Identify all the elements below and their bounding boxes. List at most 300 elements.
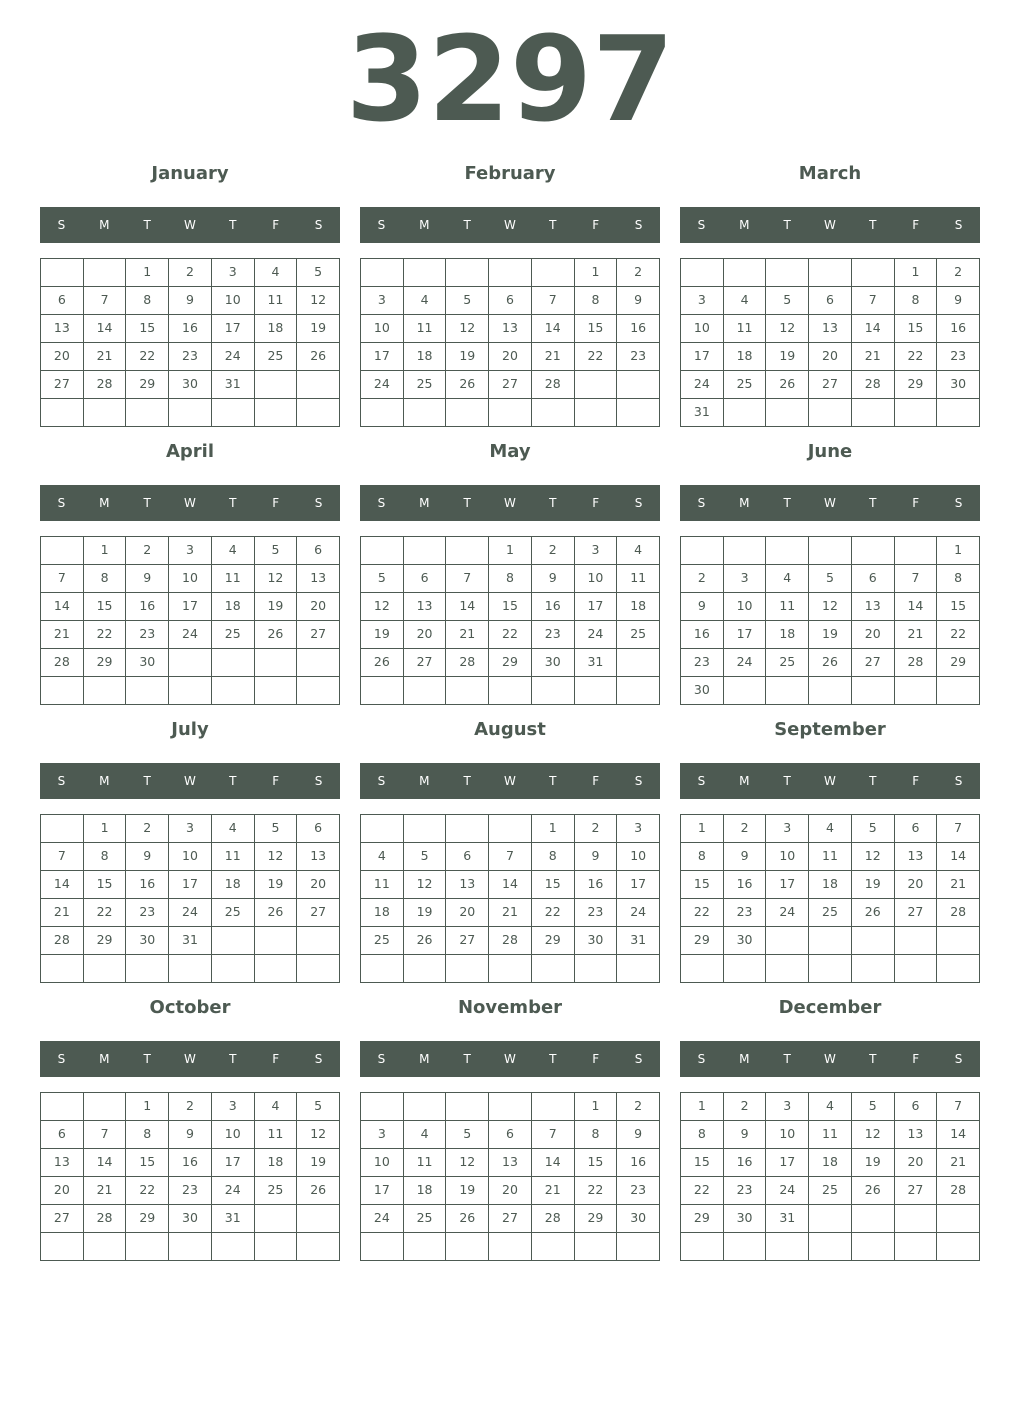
day-cell: 23 xyxy=(575,899,618,927)
day-cell: 5 xyxy=(297,1093,340,1121)
day-cell: 21 xyxy=(532,343,575,371)
day-cell: 15 xyxy=(126,315,169,343)
day-cell: 29 xyxy=(532,927,575,955)
day-cell xyxy=(489,1233,532,1261)
day-cell: 25 xyxy=(255,343,298,371)
day-cell: 24 xyxy=(766,1177,809,1205)
day-cell xyxy=(532,677,575,705)
weekday-label: S xyxy=(57,774,66,788)
day-cell xyxy=(766,1233,809,1261)
day-cell: 13 xyxy=(895,1121,938,1149)
weekday-label: T xyxy=(143,774,151,788)
weekday-label: S xyxy=(634,218,643,232)
day-cell xyxy=(361,537,404,565)
weekday-label: S xyxy=(634,774,643,788)
weekday-label: F xyxy=(272,774,280,788)
day-cell: 24 xyxy=(724,649,767,677)
day-cell xyxy=(212,927,255,955)
weekday-label: F xyxy=(912,218,920,232)
weekday-label: M xyxy=(419,774,430,788)
day-cell: 12 xyxy=(361,593,404,621)
weekday-label: S xyxy=(57,1052,66,1066)
day-cell: 2 xyxy=(169,1093,212,1121)
day-cell xyxy=(575,955,618,983)
day-cell: 8 xyxy=(895,287,938,315)
day-cell: 21 xyxy=(489,899,532,927)
day-cell: 21 xyxy=(84,343,127,371)
day-cell xyxy=(361,815,404,843)
day-cell xyxy=(84,399,127,427)
day-cell: 19 xyxy=(446,343,489,371)
day-cell xyxy=(361,955,404,983)
day-cell xyxy=(41,1093,84,1121)
day-cell xyxy=(617,371,660,399)
day-cell: 28 xyxy=(937,899,980,927)
day-cell: 28 xyxy=(84,1205,127,1233)
day-cell xyxy=(809,537,852,565)
day-cell: 3 xyxy=(169,815,212,843)
weekday-label: W xyxy=(504,496,516,510)
day-cell: 20 xyxy=(895,871,938,899)
day-cell xyxy=(617,649,660,677)
day-cell: 9 xyxy=(126,565,169,593)
day-cell: 16 xyxy=(617,1149,660,1177)
day-cell: 4 xyxy=(809,1093,852,1121)
day-cell: 20 xyxy=(41,343,84,371)
month-name: December xyxy=(778,997,882,1018)
day-cell: 18 xyxy=(809,1149,852,1177)
weekday-label: F xyxy=(912,1052,920,1066)
day-cell: 22 xyxy=(489,621,532,649)
day-cell: 26 xyxy=(852,1177,895,1205)
weekday-label: S xyxy=(314,496,323,510)
day-cell: 4 xyxy=(809,815,852,843)
day-cell xyxy=(404,955,447,983)
day-cell xyxy=(681,955,724,983)
day-cell xyxy=(297,955,340,983)
day-cell: 10 xyxy=(169,843,212,871)
day-cell: 11 xyxy=(809,1121,852,1149)
month-calendar-january xyxy=(40,150,340,418)
day-cell xyxy=(575,677,618,705)
weekday-label: T xyxy=(783,1052,791,1066)
month-calendar-march xyxy=(680,150,980,418)
day-cell xyxy=(809,927,852,955)
day-cell: 5 xyxy=(766,287,809,315)
day-cell xyxy=(489,677,532,705)
day-cell: 22 xyxy=(681,899,724,927)
day-cell: 6 xyxy=(895,1093,938,1121)
day-cell xyxy=(895,537,938,565)
day-cell: 22 xyxy=(126,1177,169,1205)
day-cell xyxy=(212,677,255,705)
weekday-label: M xyxy=(99,774,110,788)
weekday-label: T xyxy=(869,774,877,788)
day-cell: 8 xyxy=(937,565,980,593)
day-cell: 4 xyxy=(724,287,767,315)
day-cell: 15 xyxy=(681,1149,724,1177)
day-cell: 9 xyxy=(126,843,169,871)
day-cell xyxy=(724,1233,767,1261)
day-cell xyxy=(724,955,767,983)
months-grid xyxy=(40,150,980,1252)
day-cell: 26 xyxy=(852,899,895,927)
weekday-label: F xyxy=(272,1052,280,1066)
day-cell: 7 xyxy=(41,843,84,871)
weekday-label: M xyxy=(739,496,750,510)
day-cell: 6 xyxy=(446,843,489,871)
day-cell: 13 xyxy=(809,315,852,343)
day-cell: 16 xyxy=(617,315,660,343)
day-cell: 20 xyxy=(404,621,447,649)
day-cell xyxy=(575,1233,618,1261)
year-title: 3297 xyxy=(345,10,675,148)
day-cell: 23 xyxy=(126,899,169,927)
month-calendar-october xyxy=(40,984,340,1252)
day-cell: 17 xyxy=(766,871,809,899)
day-cell: 13 xyxy=(41,1149,84,1177)
weekday-label: S xyxy=(314,774,323,788)
day-cell xyxy=(809,1233,852,1261)
day-cell: 2 xyxy=(724,1093,767,1121)
day-cell: 20 xyxy=(489,343,532,371)
day-cell: 17 xyxy=(681,343,724,371)
day-cell: 1 xyxy=(532,815,575,843)
day-cell: 28 xyxy=(489,927,532,955)
weekday-header xyxy=(360,485,660,521)
day-cell: 26 xyxy=(446,371,489,399)
day-cell: 15 xyxy=(489,593,532,621)
day-cell: 29 xyxy=(895,371,938,399)
day-cell: 10 xyxy=(724,593,767,621)
day-cell: 6 xyxy=(41,287,84,315)
day-cell: 22 xyxy=(937,621,980,649)
day-cell: 4 xyxy=(255,1093,298,1121)
day-cell: 25 xyxy=(809,899,852,927)
day-cell: 20 xyxy=(809,343,852,371)
day-cell: 19 xyxy=(852,871,895,899)
day-cell: 27 xyxy=(297,899,340,927)
day-cell xyxy=(766,677,809,705)
day-cell xyxy=(724,537,767,565)
day-cell xyxy=(361,399,404,427)
weekday-label: W xyxy=(184,218,196,232)
day-cell xyxy=(895,927,938,955)
day-cell: 20 xyxy=(297,593,340,621)
day-cell: 1 xyxy=(126,259,169,287)
weekday-label: T xyxy=(143,218,151,232)
day-cell xyxy=(895,399,938,427)
day-cell: 19 xyxy=(766,343,809,371)
day-cell: 31 xyxy=(681,399,724,427)
day-cell: 9 xyxy=(532,565,575,593)
day-cell xyxy=(255,1233,298,1261)
day-cell: 31 xyxy=(766,1205,809,1233)
weekday-label: T xyxy=(783,218,791,232)
weekday-label: S xyxy=(634,1052,643,1066)
day-cell: 30 xyxy=(724,1205,767,1233)
day-cell: 4 xyxy=(212,815,255,843)
day-cell: 30 xyxy=(169,371,212,399)
day-cell xyxy=(937,955,980,983)
day-cell: 11 xyxy=(361,871,404,899)
day-cell: 28 xyxy=(895,649,938,677)
day-cell: 29 xyxy=(126,371,169,399)
day-cell: 1 xyxy=(489,537,532,565)
day-cell: 11 xyxy=(809,843,852,871)
day-cell: 24 xyxy=(361,1205,404,1233)
day-cell: 15 xyxy=(532,871,575,899)
day-cell: 12 xyxy=(255,565,298,593)
day-grid xyxy=(680,536,980,705)
month-name: March xyxy=(798,163,862,184)
day-cell xyxy=(212,1233,255,1261)
day-cell: 29 xyxy=(489,649,532,677)
day-cell: 8 xyxy=(84,565,127,593)
day-cell: 21 xyxy=(41,899,84,927)
day-grid xyxy=(680,258,980,427)
weekday-label: M xyxy=(99,1052,110,1066)
day-cell: 11 xyxy=(404,1149,447,1177)
weekday-label: W xyxy=(184,1052,196,1066)
day-cell: 4 xyxy=(766,565,809,593)
day-cell: 12 xyxy=(766,315,809,343)
day-cell: 7 xyxy=(84,1121,127,1149)
day-cell: 9 xyxy=(724,843,767,871)
weekday-label: S xyxy=(954,774,963,788)
weekday-label: T xyxy=(783,496,791,510)
day-cell: 23 xyxy=(532,621,575,649)
day-cell xyxy=(212,649,255,677)
day-cell xyxy=(617,955,660,983)
day-cell xyxy=(41,955,84,983)
day-cell xyxy=(489,399,532,427)
day-cell xyxy=(255,399,298,427)
weekday-label: W xyxy=(184,774,196,788)
day-cell: 27 xyxy=(809,371,852,399)
day-cell: 16 xyxy=(575,871,618,899)
day-cell xyxy=(617,399,660,427)
day-cell: 27 xyxy=(852,649,895,677)
day-cell: 12 xyxy=(297,1121,340,1149)
day-cell: 4 xyxy=(404,287,447,315)
day-cell: 18 xyxy=(809,871,852,899)
day-cell: 24 xyxy=(617,899,660,927)
weekday-label: S xyxy=(697,1052,706,1066)
day-cell: 15 xyxy=(84,593,127,621)
day-cell: 21 xyxy=(937,871,980,899)
weekday-label: T xyxy=(463,774,471,788)
day-cell xyxy=(169,1233,212,1261)
day-cell: 27 xyxy=(895,1177,938,1205)
day-cell: 18 xyxy=(724,343,767,371)
day-cell xyxy=(446,399,489,427)
day-grid xyxy=(360,536,660,705)
weekday-label: F xyxy=(592,1052,600,1066)
weekday-label: F xyxy=(592,774,600,788)
day-cell: 2 xyxy=(617,259,660,287)
day-cell xyxy=(852,399,895,427)
day-cell: 13 xyxy=(446,871,489,899)
day-cell xyxy=(41,537,84,565)
day-cell xyxy=(297,1233,340,1261)
day-cell: 17 xyxy=(617,871,660,899)
day-cell: 10 xyxy=(766,1121,809,1149)
day-cell: 18 xyxy=(404,1177,447,1205)
day-cell xyxy=(766,259,809,287)
day-cell: 17 xyxy=(724,621,767,649)
day-cell: 11 xyxy=(255,1121,298,1149)
day-cell: 8 xyxy=(126,287,169,315)
day-cell xyxy=(895,1205,938,1233)
weekday-label: S xyxy=(954,218,963,232)
weekday-label: W xyxy=(824,774,836,788)
day-cell: 25 xyxy=(404,1205,447,1233)
day-cell: 5 xyxy=(255,815,298,843)
day-cell: 11 xyxy=(617,565,660,593)
day-cell: 29 xyxy=(937,649,980,677)
weekday-header xyxy=(40,1041,340,1077)
day-cell: 13 xyxy=(895,843,938,871)
day-cell: 14 xyxy=(532,315,575,343)
day-cell: 5 xyxy=(297,259,340,287)
day-cell: 8 xyxy=(126,1121,169,1149)
day-cell xyxy=(532,259,575,287)
day-cell: 11 xyxy=(724,315,767,343)
day-cell: 12 xyxy=(297,287,340,315)
day-cell: 10 xyxy=(617,843,660,871)
day-cell: 27 xyxy=(895,899,938,927)
day-cell xyxy=(575,371,618,399)
day-cell: 11 xyxy=(404,315,447,343)
day-cell: 6 xyxy=(809,287,852,315)
day-cell: 17 xyxy=(212,315,255,343)
day-cell: 7 xyxy=(446,565,489,593)
day-cell xyxy=(532,1233,575,1261)
day-grid xyxy=(40,536,340,705)
day-cell: 22 xyxy=(532,899,575,927)
day-cell xyxy=(766,955,809,983)
weekday-label: T xyxy=(869,1052,877,1066)
day-cell: 11 xyxy=(766,593,809,621)
day-cell: 3 xyxy=(766,1093,809,1121)
day-cell: 19 xyxy=(852,1149,895,1177)
day-cell: 21 xyxy=(532,1177,575,1205)
weekday-label: F xyxy=(912,774,920,788)
day-cell: 7 xyxy=(937,815,980,843)
day-cell: 26 xyxy=(297,1177,340,1205)
weekday-label: T xyxy=(549,218,557,232)
day-cell: 13 xyxy=(852,593,895,621)
weekday-header xyxy=(680,207,980,243)
day-cell xyxy=(809,399,852,427)
day-cell: 19 xyxy=(404,899,447,927)
day-cell xyxy=(404,399,447,427)
day-cell xyxy=(852,927,895,955)
day-cell xyxy=(724,399,767,427)
day-cell: 22 xyxy=(895,343,938,371)
day-cell: 22 xyxy=(84,899,127,927)
weekday-label: W xyxy=(504,1052,516,1066)
day-cell: 6 xyxy=(895,815,938,843)
day-cell xyxy=(532,955,575,983)
weekday-label: F xyxy=(592,496,600,510)
day-cell: 3 xyxy=(169,537,212,565)
day-cell: 30 xyxy=(126,649,169,677)
day-cell xyxy=(681,259,724,287)
day-cell xyxy=(255,927,298,955)
day-cell xyxy=(361,259,404,287)
day-cell: 19 xyxy=(361,621,404,649)
day-cell: 7 xyxy=(489,843,532,871)
weekday-header xyxy=(40,207,340,243)
day-cell: 31 xyxy=(212,1205,255,1233)
weekday-label: T xyxy=(143,496,151,510)
day-cell: 12 xyxy=(404,871,447,899)
weekday-label: T xyxy=(549,774,557,788)
day-cell: 13 xyxy=(297,565,340,593)
day-cell: 15 xyxy=(575,1149,618,1177)
day-cell: 20 xyxy=(852,621,895,649)
day-cell: 10 xyxy=(575,565,618,593)
weekday-label: F xyxy=(592,218,600,232)
day-cell: 1 xyxy=(84,537,127,565)
day-cell xyxy=(169,677,212,705)
day-cell xyxy=(255,677,298,705)
day-cell: 19 xyxy=(255,871,298,899)
day-cell: 28 xyxy=(41,927,84,955)
month-name: April xyxy=(165,441,215,462)
day-cell: 22 xyxy=(575,1177,618,1205)
day-cell: 25 xyxy=(724,371,767,399)
day-cell: 18 xyxy=(361,899,404,927)
day-cell: 21 xyxy=(446,621,489,649)
day-cell: 8 xyxy=(84,843,127,871)
day-cell: 21 xyxy=(41,621,84,649)
day-cell xyxy=(852,259,895,287)
day-cell: 9 xyxy=(617,287,660,315)
day-cell: 31 xyxy=(212,371,255,399)
day-cell: 22 xyxy=(126,343,169,371)
day-cell: 28 xyxy=(41,649,84,677)
day-cell: 25 xyxy=(809,1177,852,1205)
day-cell: 1 xyxy=(126,1093,169,1121)
day-cell: 15 xyxy=(937,593,980,621)
day-cell: 28 xyxy=(446,649,489,677)
day-cell: 24 xyxy=(681,371,724,399)
day-cell: 26 xyxy=(297,343,340,371)
day-cell: 25 xyxy=(212,621,255,649)
day-cell: 17 xyxy=(361,343,404,371)
month-name: November xyxy=(457,997,563,1018)
day-cell: 3 xyxy=(361,1121,404,1149)
day-cell: 20 xyxy=(489,1177,532,1205)
day-cell: 30 xyxy=(937,371,980,399)
weekday-label: S xyxy=(377,496,386,510)
month-calendar-june xyxy=(680,428,980,696)
day-cell xyxy=(404,1233,447,1261)
day-grid xyxy=(680,814,980,983)
day-cell: 11 xyxy=(212,565,255,593)
day-grid xyxy=(360,1092,660,1261)
day-grid xyxy=(40,258,340,427)
day-cell: 23 xyxy=(169,343,212,371)
day-cell: 29 xyxy=(681,927,724,955)
weekday-header xyxy=(360,1041,660,1077)
day-cell xyxy=(937,399,980,427)
day-cell xyxy=(532,1093,575,1121)
weekday-label: T xyxy=(463,218,471,232)
